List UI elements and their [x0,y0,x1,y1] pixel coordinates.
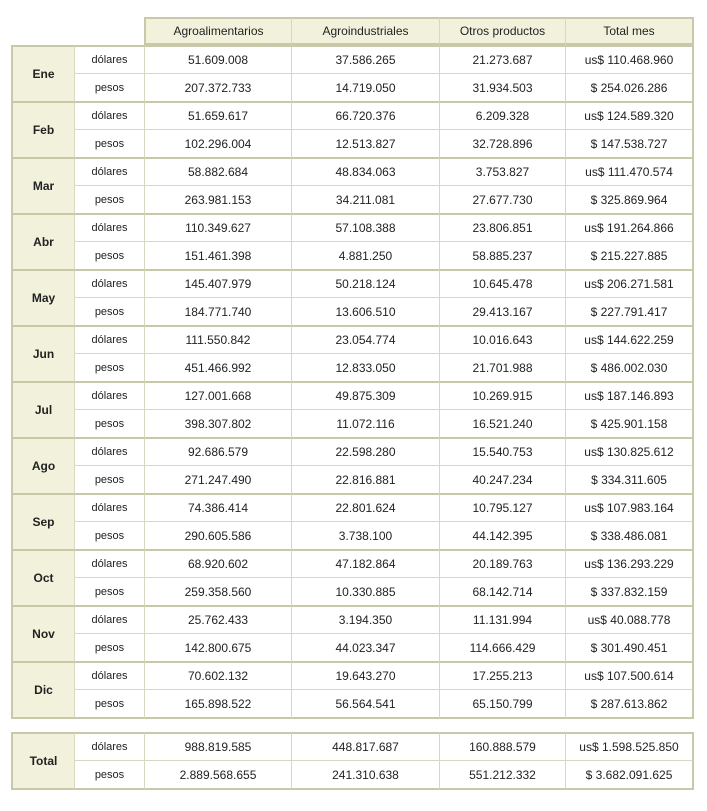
value-cell: 92.686.579 [144,439,291,466]
value-cell: 271.247.490 [144,466,291,495]
unit-label: dólares [74,45,144,74]
month-label: Jun [11,327,74,383]
total-cell: $ 227.791.417 [565,298,694,327]
month-dollars-row [11,663,694,690]
month-pesos-row [11,130,694,159]
value-cell: 398.307.802 [144,410,291,439]
value-cell: 22.816.881 [291,466,439,495]
value-cell: 51.659.617 [144,103,291,130]
unit-label: dólares [74,551,144,578]
unit-label: pesos [74,74,144,103]
unit-label: pesos [74,522,144,551]
month-label: Ene [11,45,74,103]
unit-label: pesos [74,354,144,383]
month-pesos-row [11,690,694,719]
total-cell: $ 425.901.158 [565,410,694,439]
total-cell: us$ 40.088.778 [565,607,694,634]
value-cell: 21.701.988 [439,354,565,383]
value-cell: 988.819.585 [144,732,291,761]
value-cell: 66.720.376 [291,103,439,130]
value-cell: 31.934.503 [439,74,565,103]
value-cell: 10.016.643 [439,327,565,354]
month-label: Dic [11,663,74,719]
total-cell: $ 337.832.159 [565,578,694,607]
total-cell: us$ 130.825.612 [565,439,694,466]
month-label: Jul [11,383,74,439]
value-cell: 11.131.994 [439,607,565,634]
unit-label: dólares [74,103,144,130]
unit-label: dólares [74,159,144,186]
total-cell: $ 334.311.605 [565,466,694,495]
unit-label: dólares [74,383,144,410]
unit-label: pesos [74,466,144,495]
month-pesos-row [11,354,694,383]
value-cell: 50.218.124 [291,271,439,298]
value-cell: 34.211.081 [291,186,439,215]
header-row [11,17,694,45]
total-cell: us$ 111.470.574 [565,159,694,186]
total-pesos-row [11,761,694,790]
value-cell: 58.885.237 [439,242,565,271]
header-total-mes: Total mes [565,17,694,45]
value-cell: 6.209.328 [439,103,565,130]
month-pesos-row [11,242,694,271]
value-cell: 68.920.602 [144,551,291,578]
month-pesos-row [11,578,694,607]
unit-label: pesos [74,761,144,790]
total-cell: us$ 136.293.229 [565,551,694,578]
value-cell: 3.753.827 [439,159,565,186]
value-cell: 12.833.050 [291,354,439,383]
header-agroindustriales: Agroindustriales [291,17,439,45]
value-cell: 14.719.050 [291,74,439,103]
value-cell: 241.310.638 [291,761,439,790]
total-cell: us$ 110.468.960 [565,45,694,74]
value-cell: 551.212.332 [439,761,565,790]
total-cell: $ 325.869.964 [565,186,694,215]
value-cell: 12.513.827 [291,130,439,159]
month-pesos-row [11,466,694,495]
unit-label: pesos [74,130,144,159]
total-cell: us$ 187.146.893 [565,383,694,410]
total-cell: $ 215.227.885 [565,242,694,271]
value-cell: 160.888.579 [439,732,565,761]
unit-label: pesos [74,690,144,719]
value-cell: 151.461.398 [144,242,291,271]
value-cell: 23.806.851 [439,215,565,242]
value-cell: 48.834.063 [291,159,439,186]
value-cell: 47.182.864 [291,551,439,578]
unit-label: pesos [74,410,144,439]
month-label: Ago [11,439,74,495]
value-cell: 22.801.624 [291,495,439,522]
month-label: Abr [11,215,74,271]
value-cell: 29.413.167 [439,298,565,327]
value-cell: 23.054.774 [291,327,439,354]
total-cell: $ 301.490.451 [565,634,694,663]
value-cell: 110.349.627 [144,215,291,242]
value-cell: 44.023.347 [291,634,439,663]
total-cell: us$ 107.983.164 [565,495,694,522]
value-cell: 102.296.004 [144,130,291,159]
total-cell: us$ 191.264.866 [565,215,694,242]
month-pesos-row [11,522,694,551]
total-table [11,732,694,790]
month-dollars-row [11,271,694,298]
month-label: Sep [11,495,74,551]
month-dollars-row [11,551,694,578]
unit-label: pesos [74,634,144,663]
unit-label: dólares [74,327,144,354]
month-pesos-row [11,74,694,103]
header-blank [11,17,144,45]
value-cell: 3.738.100 [291,522,439,551]
unit-label: dólares [74,607,144,634]
value-cell: 165.898.522 [144,690,291,719]
monthly-table [11,17,694,719]
value-cell: 37.586.265 [291,45,439,74]
month-dollars-row [11,495,694,522]
value-cell: 25.762.433 [144,607,291,634]
value-cell: 32.728.896 [439,130,565,159]
value-cell: 70.602.132 [144,663,291,690]
month-pesos-row [11,298,694,327]
month-pesos-row [11,186,694,215]
header-agroalimentarios: Agroalimentarios [144,17,291,45]
value-cell: 11.072.116 [291,410,439,439]
value-cell: 111.550.842 [144,327,291,354]
month-label: Nov [11,607,74,663]
month-dollars-row [11,327,694,354]
total-cell: us$ 124.589.320 [565,103,694,130]
value-cell: 448.817.687 [291,732,439,761]
value-cell: 68.142.714 [439,578,565,607]
value-cell: 13.606.510 [291,298,439,327]
value-cell: 22.598.280 [291,439,439,466]
value-cell: 207.372.733 [144,74,291,103]
month-dollars-row [11,439,694,466]
value-cell: 15.540.753 [439,439,565,466]
total-label: Total [11,732,74,790]
value-cell: 10.795.127 [439,495,565,522]
value-cell: 56.564.541 [291,690,439,719]
unit-label: dólares [74,663,144,690]
value-cell: 10.269.915 [439,383,565,410]
total-cell: us$ 1.598.525.850 [565,732,694,761]
value-cell: 10.645.478 [439,271,565,298]
value-cell: 184.771.740 [144,298,291,327]
value-cell: 451.466.992 [144,354,291,383]
month-label: Mar [11,159,74,215]
value-cell: 259.358.560 [144,578,291,607]
value-cell: 40.247.234 [439,466,565,495]
total-cell: us$ 107.500.614 [565,663,694,690]
value-cell: 2.889.568.655 [144,761,291,790]
month-label: Oct [11,551,74,607]
total-cell: $ 338.486.081 [565,522,694,551]
value-cell: 65.150.799 [439,690,565,719]
value-cell: 290.605.586 [144,522,291,551]
value-cell: 19.643.270 [291,663,439,690]
value-cell: 21.273.687 [439,45,565,74]
value-cell: 17.255.213 [439,663,565,690]
value-cell: 16.521.240 [439,410,565,439]
total-cell: us$ 144.622.259 [565,327,694,354]
unit-label: dólares [74,495,144,522]
total-cell: $ 254.026.286 [565,74,694,103]
month-dollars-row [11,215,694,242]
unit-label: dólares [74,215,144,242]
value-cell: 74.386.414 [144,495,291,522]
value-cell: 49.875.309 [291,383,439,410]
unit-label: pesos [74,186,144,215]
month-dollars-row [11,607,694,634]
total-cell: $ 147.538.727 [565,130,694,159]
value-cell: 27.677.730 [439,186,565,215]
month-dollars-row [11,45,694,74]
value-cell: 142.800.675 [144,634,291,663]
header-otros-productos: Otros productos [439,17,565,45]
month-pesos-row [11,634,694,663]
unit-label: pesos [74,242,144,271]
value-cell: 145.407.979 [144,271,291,298]
month-dollars-row [11,159,694,186]
value-cell: 4.881.250 [291,242,439,271]
value-cell: 127.001.668 [144,383,291,410]
total-cell: $ 3.682.091.625 [565,761,694,790]
value-cell: 3.194.350 [291,607,439,634]
value-cell: 20.189.763 [439,551,565,578]
value-cell: 10.330.885 [291,578,439,607]
total-cell: us$ 206.271.581 [565,271,694,298]
total-cell: $ 486.002.030 [565,354,694,383]
value-cell: 114.666.429 [439,634,565,663]
total-dollars-row [11,732,694,761]
value-cell: 51.609.008 [144,45,291,74]
month-pesos-row [11,410,694,439]
month-label: Feb [11,103,74,159]
value-cell: 57.108.388 [291,215,439,242]
unit-label: dólares [74,439,144,466]
unit-label: pesos [74,298,144,327]
value-cell: 44.142.395 [439,522,565,551]
month-dollars-row [11,103,694,130]
value-cell: 263.981.153 [144,186,291,215]
unit-label: dólares [74,271,144,298]
value-cell: 58.882.684 [144,159,291,186]
month-dollars-row [11,383,694,410]
total-cell: $ 287.613.862 [565,690,694,719]
month-label: May [11,271,74,327]
unit-label: pesos [74,578,144,607]
unit-label: dólares [74,732,144,761]
